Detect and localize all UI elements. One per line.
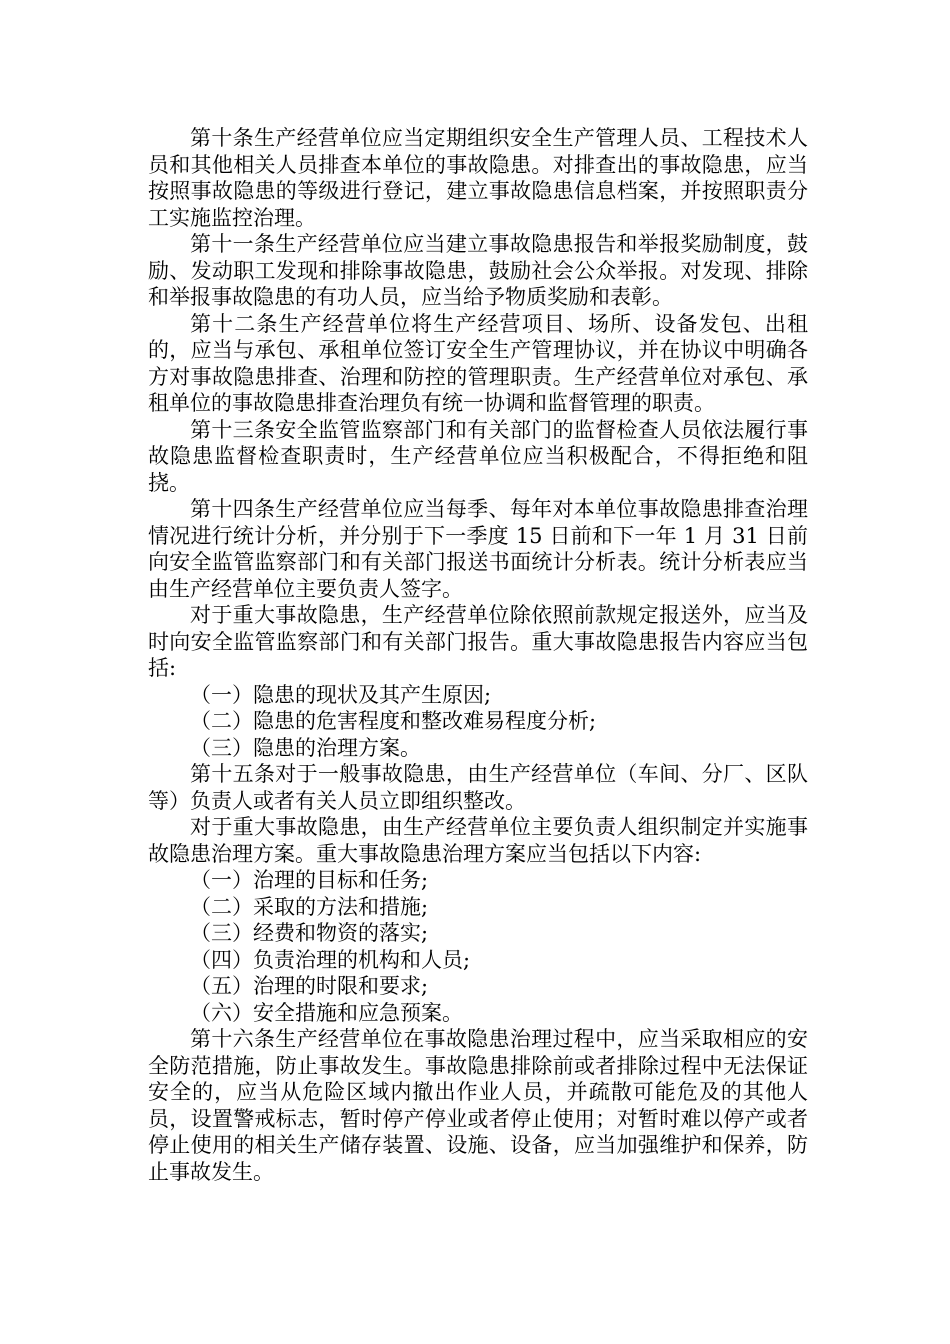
major-hazard-report-paragraph: 对于重大事故隐患，生产经营单位除依照前款规定报送外，应当及时向安全监管监察部门和有关部门报告。重大事故隐患报告内容应当包括: xyxy=(148,603,808,680)
report-content-item: （三）隐患的治理方案。 xyxy=(190,735,421,760)
plan-content-item: （四）负责治理的机构和人员; xyxy=(190,947,471,972)
article-12-paragraph: 第十二条生产经营单位将生产经营项目、场所、设备发包、出租的，应当与承包、承租单位签订安全生产管理协议，并在协议中明确各方对事故隐患排查、治理和防控的管理职责。生产经营单位对承包、承租单位的事故隐患排查治理负有统一协调和监督管理的职责。 xyxy=(148,311,808,415)
article-11-paragraph: 第十一条生产经营单位应当建立事故隐患报告和举报奖励制度，鼓励、发动职工发现和排除事故隐患，鼓励社会公众举报。对发现、排除和举报事故隐患的有功人员，应当给予物质奖励和表彰。 xyxy=(148,232,808,309)
document-page xyxy=(148,125,808,1185)
article-15-paragraph: 第十五条对于一般事故隐患，由生产经营单位（车间、分厂、区队等）负责人或者有关人员立即组织整改。 xyxy=(148,762,808,813)
report-content-item: （一）隐患的现状及其产生原因; xyxy=(190,682,492,707)
plan-content-item: （三）经费和物资的落实; xyxy=(190,921,429,945)
report-content-item: （二）隐患的危害程度和整改难易程度分析; xyxy=(190,709,597,733)
major-hazard-plan-paragraph: 对于重大事故隐患，由生产经营单位主要负责人组织制定并实施事故隐患治理方案。重大事故隐患治理方案应当包括以下内容: xyxy=(148,815,808,866)
article-14-paragraph: 第十四条生产经营单位应当每季、每年对本单位事故隐患排查治理情况进行统计分析，并分别于下一季度 15 日前和下一年 1 月 31 日前向安全监管监察部门和有关部门报送书面统计分析表。统计分析表应当由生产经营单位主要负责人签字。 xyxy=(148,497,808,601)
article-16-paragraph: 第十六条生产经营单位在事故隐患治理过程中，应当采取相应的安全防范措施，防止事故发生。事故隐患排除前或者排除过程中无法保证安全的，应当从危险区域内撤出作业人员，并疏散可能危及的其他人员，设置警戒标志，暂时停产停业或者停止使用；对暂时难以停产或者停止使用的相关生产储存装置、设施、设备，应当加强维护和保养，防止事故发生。 xyxy=(148,1027,808,1184)
plan-content-item: （五）治理的时限和要求; xyxy=(190,974,429,998)
plan-content-item: （二）采取的方法和措施; xyxy=(190,894,429,919)
plan-content-item: （六）安全措施和应急预案。 xyxy=(190,1000,463,1025)
article-13-paragraph: 第十三条安全监管监察部门和有关部门的监督检查人员依法履行事故隐患监督检查职责时，生产经营单位应当积极配合，不得拒绝和阻挠。 xyxy=(148,417,808,495)
plan-content-item: （一）治理的目标和任务; xyxy=(190,868,429,892)
article-10-paragraph: 第十条生产经营单位应当定期组织安全生产管理人员、工程技术人员和其他相关人员排查本单位的事故隐患。对排查出的事故隐患，应当按照事故隐患的等级进行登记，建立事故隐患信息档案，并按照职责分工实施监控治理。 xyxy=(148,126,808,230)
